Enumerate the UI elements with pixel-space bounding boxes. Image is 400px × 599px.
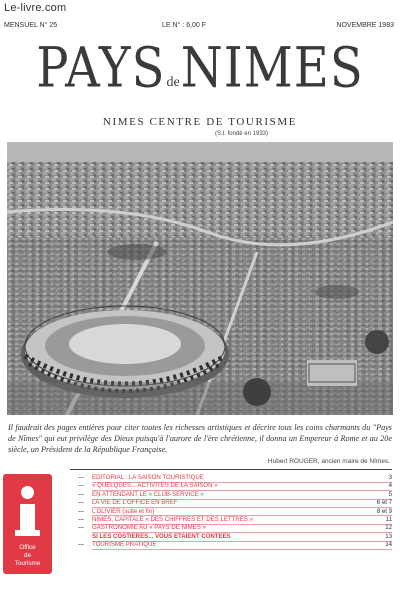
cover-photo-arena: [7, 142, 393, 415]
toc-item[interactable]: [78, 482, 392, 490]
toc-page-number: 14: [385, 541, 392, 549]
toc-page-number: 8 et 9: [376, 507, 392, 515]
toc-label: « QUELQUES... ACTIVITÉS DE LA SAISON »: [92, 482, 218, 490]
toc-page-number: 12: [385, 524, 392, 532]
toc-label: NIMES, CAPITALE « DES CHIFFRES ET DES LETTRES »: [92, 515, 253, 523]
toc-dash: —: [78, 524, 85, 532]
toc-page-number: 5: [388, 490, 392, 498]
toc-dash: —: [78, 482, 85, 490]
toc-page-number: 4: [388, 482, 392, 490]
toc-dash: —: [78, 499, 85, 507]
info-office-label: [3, 544, 52, 568]
toc-label: EDITORIAL : LA SAISON TOURISTIQUE: [92, 474, 204, 481]
toc-label: L'OLIVIER (suite et fin): [92, 507, 155, 515]
toc-dash: —: [78, 490, 85, 498]
toc-dash: —: [78, 515, 85, 523]
toc-page-number: 6 et 7: [376, 499, 392, 507]
masthead-nimes: NIMES: [180, 35, 364, 101]
issue-header: [4, 22, 394, 34]
info-icon-dot: [21, 486, 34, 499]
watermark: Le-livre.com: [4, 2, 67, 14]
toc-dash: —: [78, 507, 85, 515]
toc-dash: —: [78, 474, 85, 481]
issue-date: NOVEMBRE 1983: [336, 22, 394, 29]
toc-label: TOURISME PRATIQUE: [92, 541, 157, 549]
toc-item[interactable]: [78, 524, 392, 532]
toc-rule: [92, 549, 392, 550]
issue-number: MENSUEL N° 25: [4, 22, 58, 29]
toc-item[interactable]: [78, 541, 392, 549]
toc-page-number: 13: [385, 532, 392, 540]
cover-quote: Il faudrait des pages entières pour citer toutes les richesses artistiques et décrire tous les coins charmants du "Pays de Nîmes" qui eut privilège des Dieux puisqu'à l'aurore de l'ère chrétienne, il donna un Empereur à Rome et au 20e siècle, un Président de la République Française.: [8, 423, 392, 454]
toc-item[interactable]: [78, 507, 392, 516]
info-line2: de: [23, 552, 31, 559]
toc-item[interactable]: [78, 515, 392, 524]
subtitle: NIMES CENTRE DE TOURISME: [102, 116, 298, 128]
toc-item[interactable]: [92, 533, 392, 541]
toc-item[interactable]: [78, 474, 392, 482]
toc-item[interactable]: [78, 490, 392, 499]
masthead-de: de: [166, 75, 180, 90]
toc-item[interactable]: [78, 499, 392, 507]
toc-label: SI LES COSTIERES... VOUS ETAIENT CONTEES: [92, 532, 231, 540]
info-line3: Tourisme: [14, 560, 41, 567]
toc-page-number: 3: [388, 474, 392, 481]
masthead-pays: PAYS: [36, 35, 166, 101]
toc-page-number: 11: [385, 515, 392, 523]
info-line1: Office: [19, 544, 36, 551]
divider: [70, 469, 392, 470]
toc-dash: —: [78, 541, 85, 549]
aerial-city-photo: [7, 142, 393, 415]
toc-label: EN ATTENDANT LE « CLUB-SERVICE »: [92, 490, 204, 498]
issue-price: LE N° : 6,00 F: [162, 22, 207, 29]
toc-label: GASTRONOMIE AU « PAYS DE NIMES »: [92, 524, 206, 532]
table-of-contents: [78, 474, 392, 550]
quote-author: Hubert ROUGER, ancien maire de Nîmes.: [267, 458, 390, 465]
toc-label: LA VIE DE L'OFFICE EN BREF: [92, 499, 178, 507]
masthead: [0, 35, 400, 102]
info-office-logo: [3, 474, 52, 574]
subtitle-note: (S.I. fondé en 1933): [214, 131, 268, 137]
info-icon-base: [15, 530, 40, 536]
